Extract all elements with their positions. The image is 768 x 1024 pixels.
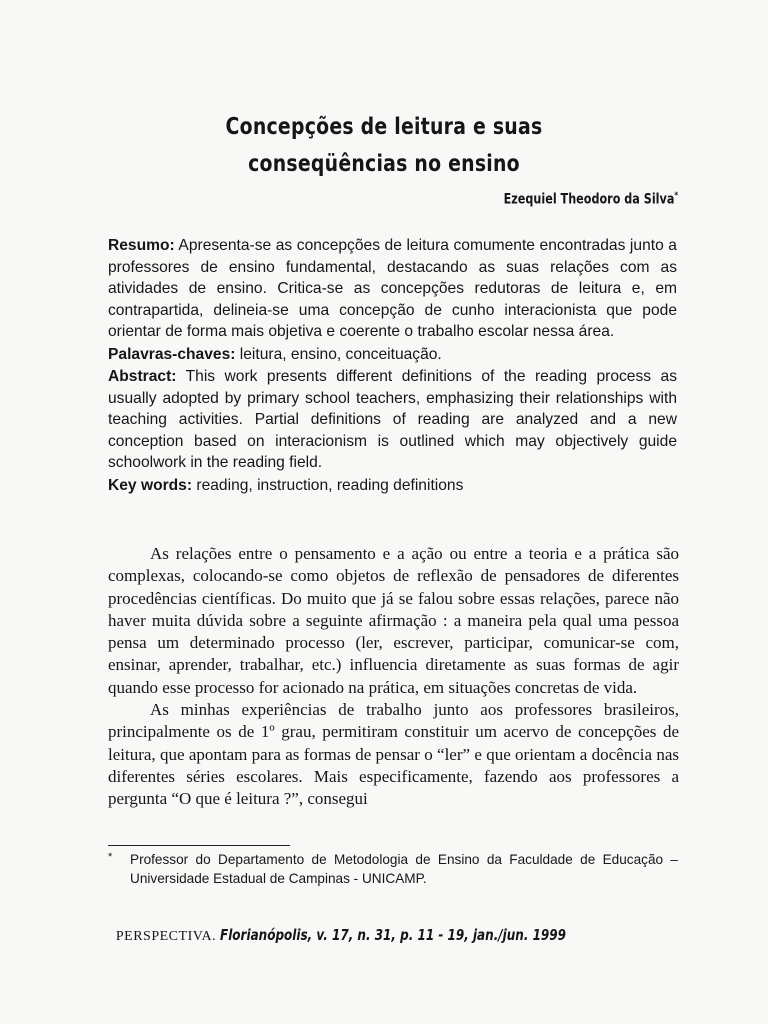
footnote-marker: * [108, 851, 113, 863]
key-words-paragraph [108, 475, 677, 497]
key-words-text: reading, instruction, reading definitions [192, 476, 464, 494]
palavras-chaves-text: leitura, ensino, conceituação. [235, 345, 442, 363]
resumo-text: Apresenta-se as concepções de leitura comumente encontradas junto a professores de ensino fundamental, destacando as suas relações com as atividades de ensino. Critica-se as concepções redutoras de leitura e, em contrapartida, delineia-se uma concepção de cunho interacionista que pode orientar de forma mais objetiva e coerente o trabalho escolar nessa área. [108, 237, 677, 340]
journal-name: PERSPECTIVA. [115, 929, 217, 944]
article-body [108, 543, 679, 811]
body-paragraph-1: As relações entre o pensamento e a ação ou entre a teoria e a prática são complexas, colocando-se como objetos de reflexão de pensadores de diferentes procedências científicas. Do muito que já se falou sobre essas relações, parece não haver muita dúvida sobre a seguinte afirmação : a maneira pela qual uma pessoa pensa um determinado processo (ler, escrever, participar, comunicar-se com, ensinar, aprender, trabalhar, etc.) influencia diretamente as suas formas de agir quando esse processo for acionado na prática, em situações concretas de vida. [108, 544, 679, 697]
resumo-label: Resumo: [108, 237, 175, 254]
footnote [108, 850, 678, 888]
resumo-paragraph [108, 235, 677, 343]
author-name-text: Ezequiel Theodoro da Silva [503, 191, 675, 208]
author-name [503, 191, 678, 208]
article-title-line-2: conseqüências no ensino [248, 151, 520, 177]
key-words-label: Key words: [108, 476, 193, 494]
palavras-chaves-label: Palavras-chaves: [108, 345, 236, 363]
body-paragraph-2: As minhas experiências de trabalho junto aos professores brasileiros, principalmente os de 1º grau, permitiram constituir um acervo de concepções de leitura, que apontam para as formas de pensar o “ler” e que orientam a docência nas diferentes séries escolares. Mais especificamente, fazendo aos professores a pergunta “O que é leitura ?”, consegui [108, 700, 679, 809]
abstract-en-paragraph [108, 366, 677, 474]
palavras-chaves-paragraph [108, 344, 677, 366]
abstract-block [108, 235, 677, 497]
article-title-line-1: Concepções de leitura e suas [225, 114, 543, 140]
abstract-en-label: Abstract: [108, 368, 177, 385]
footnote-divider [108, 845, 290, 846]
abstract-en-text: This work presents different definitions of the reading process as usually adopted by primary school teachers, emphasizing their relationships with teaching activities. Partial definitions of reading are analyzed and a new conception based on interacionism is outlined which may objectively guide schoolwork in the reading field. [108, 368, 677, 471]
footnote-text: Professor do Departamento de Metodologia de Ensino da Faculdade de Educação – Universidade Estadual de Campinas - UNICAMP. [130, 852, 678, 886]
author-footnote-marker: * [674, 191, 678, 201]
citation-details: Florianópolis, v. 17, n. 31, p. 11 - 19, jan./jun. 1999 [219, 926, 566, 944]
journal-citation [0, 926, 768, 945]
